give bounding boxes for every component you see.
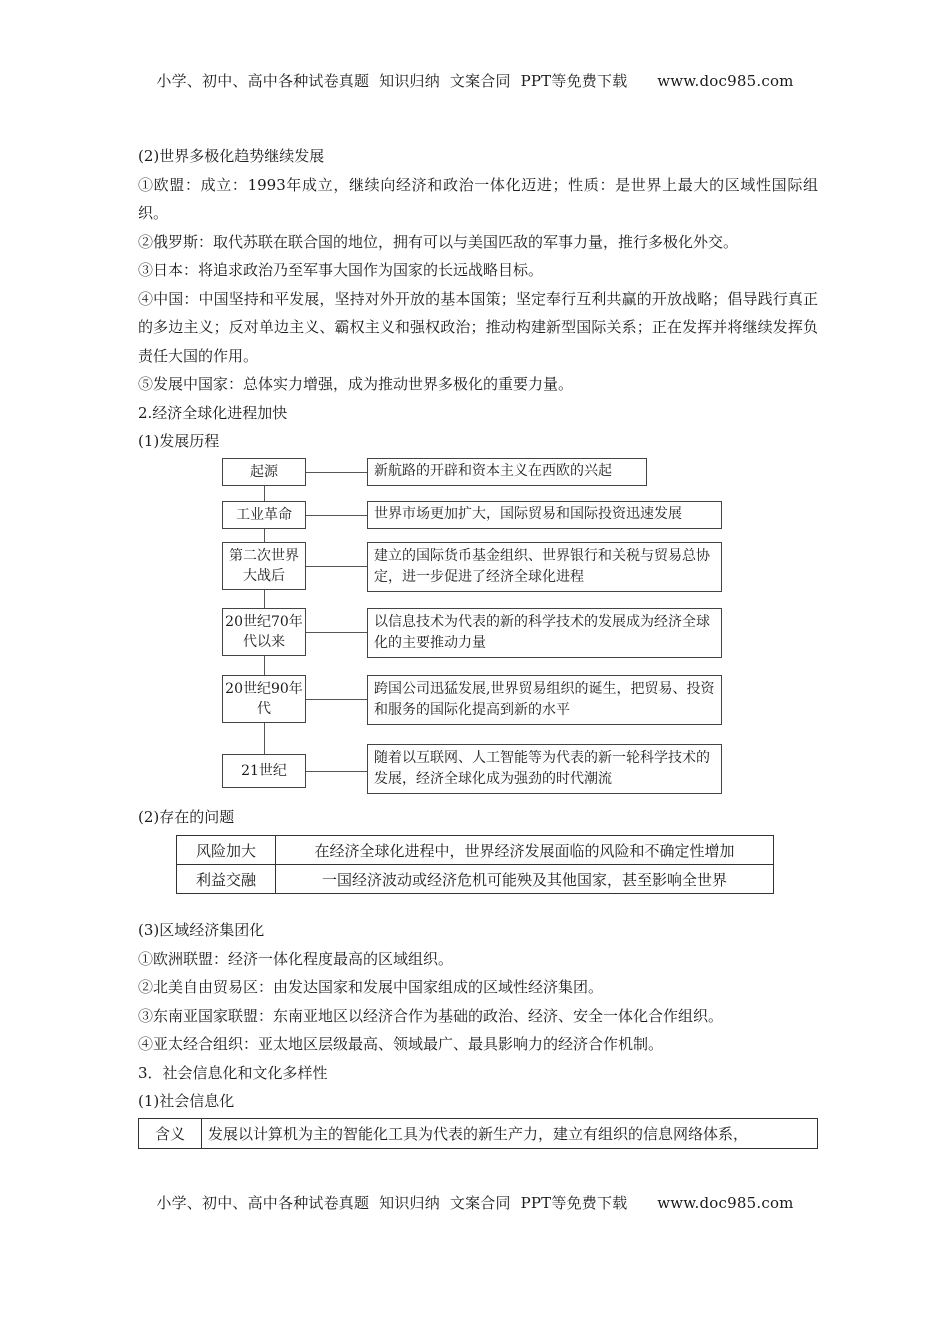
subsection-title: (1)发展历程 [138, 432, 220, 450]
flow-connector [306, 566, 367, 567]
table-cell-key: 风险加大 [177, 836, 276, 865]
table-cell-key: 利益交融 [177, 865, 276, 894]
table-cell-key: 含义 [139, 1118, 202, 1148]
flow-connector [306, 515, 367, 516]
info-table [138, 1118, 818, 1149]
flow-connector [306, 699, 367, 700]
section-title: (2)世界多极化趋势继续发展 [138, 147, 325, 165]
subsection-title: (2)存在的问题 [138, 807, 235, 826]
page-footer: 小学、初中、高中各种试卷真题 知识归纳 文案合同 PPT等免费下载 www.doc985.com [156, 1194, 794, 1212]
table-cell-value: 一国经济波动或经济危机可能殃及其他国家，甚至影响全世界 [276, 865, 774, 894]
table-row [139, 1118, 818, 1148]
list-item: ①欧洲联盟：经济一体化程度最高的区域组织。 [138, 949, 454, 968]
list-item: ⑤发展中国家：总体实力增强，成为推动世界多极化的重要力量。 [138, 375, 574, 393]
flow-desc: 以信息技术为代表的新的科学技术的发展成为经济全球化的主要推动力量 [367, 608, 722, 658]
flow-stage: 第二次世界大战后 [222, 542, 306, 590]
table-row [177, 865, 774, 894]
list-item: ④中国：中国坚持和平发展，坚持对外开放的基本国策；坚定奉行互利共赢的开放战略；倡导践行真正的多边主义；反对单边主义、霸权主义和强权政治；推动构建新型国际关系；正在发挥并将继续发挥负责任大国的作用。 [138, 289, 818, 365]
list-item: ②北美自由贸易区：由发达国家和发展中国家组成的区域性经济集团。 [138, 978, 604, 996]
table-row [177, 836, 774, 865]
flow-connector [306, 632, 367, 633]
flow-desc: 建立的国际货币基金组织、世界银行和关税与贸易总协定，进一步促进了经济全球化进程 [367, 542, 722, 592]
flow-stage: 21世纪 [222, 754, 306, 788]
subsection-title: (1)社会信息化 [138, 1092, 235, 1110]
page-header: 小学、初中、高中各种试卷真题 知识归纳 文案合同 PPT等免费下载 www.doc985.com [156, 72, 794, 90]
section-heading: 2.经济全球化进程加快 [138, 403, 288, 422]
section-heading: 3．社会信息化和文化多样性 [138, 1063, 328, 1082]
problems-table [176, 835, 774, 894]
flow-stage: 20世纪90年代 [222, 675, 306, 723]
list-item: ①欧盟：成立：1993年成立，继续向经济和政治一体化迈进；性质：是世界上最大的区域性国际组织。 [138, 175, 818, 222]
flow-desc: 随着以互联网、人工智能等为代表的新一轮科学技术的发展，经济全球化成为强劲的时代潮流 [367, 744, 722, 794]
list-item: ④亚太经合组织：亚太地区层级最高、领域最广、最具影响力的经济合作机制。 [138, 1035, 664, 1053]
document-body [138, 142, 818, 1149]
subsection-title: (3)区域经济集团化 [138, 921, 265, 939]
history-flowchart [222, 458, 822, 803]
list-item: ③日本：将追求政治乃至军事大国作为国家的长远战略目标。 [138, 261, 544, 279]
flow-desc: 世界市场更加扩大，国际贸易和国际投资迅速发展 [367, 501, 722, 529]
flow-stage: 20世纪70年代以来 [222, 608, 306, 656]
flow-desc: 跨国公司迅猛发展,世界贸易组织的诞生，把贸易、投资和服务的国际化提高到新的水平 [367, 675, 722, 725]
table-cell-value: 在经济全球化进程中，世界经济发展面临的风险和不确定性增加 [276, 836, 774, 865]
list-item: ③东南亚国家联盟：东南亚地区以经济合作为基础的政治、经济、安全一体化合作组织。 [138, 1006, 724, 1025]
list-item: ②俄罗斯：取代苏联在联合国的地位，拥有可以与美国匹敌的军事力量，推行多极化外交。 [138, 232, 739, 251]
flow-desc: 新航路的开辟和资本主义在西欧的兴起 [367, 458, 647, 486]
flow-connector [306, 472, 367, 473]
table-cell-value: 发展以计算机为主的智能化工具为代表的新生产力，建立有组织的信息网络体系， [202, 1118, 818, 1148]
flow-stage: 工业革命 [222, 501, 306, 529]
flow-stage: 起源 [222, 458, 306, 486]
flow-connector [306, 771, 367, 772]
